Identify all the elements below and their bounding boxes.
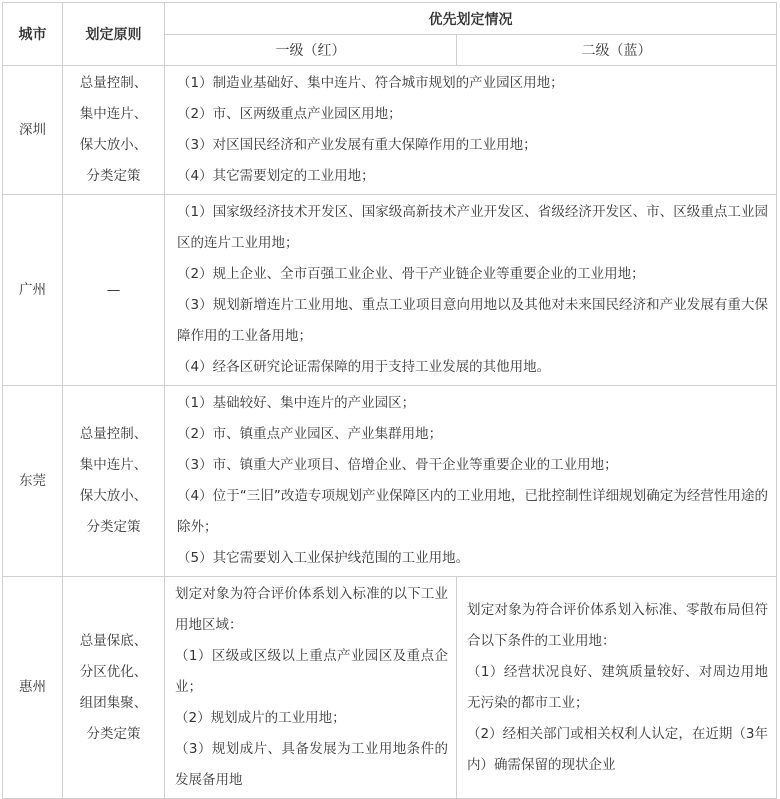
- list-item: （2）市、镇重点产业园区、产业集群用地；: [177, 426, 443, 442]
- city-cell: 东莞: [3, 386, 63, 577]
- list-item: 划定对象为符合评价体系划入标准、零散布局但符合以下条件的工业用地：: [467, 601, 768, 649]
- priority-cell: [165, 66, 777, 195]
- policy-table: [2, 2, 777, 799]
- rule-line: 集中连片、: [79, 106, 148, 122]
- list-item: （4）经各区研究论证需保障的用于支持工业发展的其他用地。: [177, 359, 551, 375]
- list-item: （1）基础较好、集中连片的产业园区；: [177, 395, 416, 411]
- rule-line: 分类定策: [86, 725, 141, 742]
- list-item: （4）位于“三旧”改造专项规划产业保障区内的工业用地，已批控制性详细规划确定为经营性用途的除外；: [177, 488, 768, 535]
- table-row: [3, 66, 777, 195]
- list-item: （2）市、区两级重点产业园区用地；: [177, 106, 402, 122]
- list-item: （4）其它需要划定的工业用地；: [177, 168, 375, 184]
- city-cell: 惠州: [3, 577, 63, 799]
- rule-line: 分区优化、: [79, 663, 148, 680]
- list-item: （3）规划成片、具备发展为工业用地条件的发展备用地: [175, 741, 448, 788]
- list-item: （3）市、镇重大产业项目、倍增企业、骨干企业等重要企业的工业用地；: [177, 457, 618, 473]
- header-priority: 优先划定情况: [165, 3, 777, 35]
- list-item: （1）区级或区级以上重点产业园区及重点企业；: [175, 648, 448, 695]
- city-cell: 广州: [3, 195, 63, 386]
- list-item: （1）国家级经济技术开发区、国家级高新技术产业开发区、省级经济开发区、市、区级重点工业园区的连片工业用地；: [177, 204, 768, 251]
- city-cell: 深圳: [3, 66, 63, 195]
- header-rule: 划定原则: [63, 3, 165, 66]
- rule-line: —: [106, 281, 121, 298]
- rule-line: 分类定策: [86, 168, 141, 184]
- rule-cell: [63, 577, 165, 799]
- priority-cell: [165, 195, 777, 386]
- rule-cell: [63, 66, 165, 195]
- rule-line: 保大放小、: [79, 488, 148, 504]
- list-item: （1）制造业基础好、集中连片、符合城市规划的产业园区用地；: [177, 75, 564, 91]
- table-row: [3, 386, 777, 577]
- header-level1: 一级（红）: [165, 35, 457, 66]
- list-item: （2）经相关部门或相关权利人认定，在近期（3年内）确需保留的现状企业: [467, 725, 768, 773]
- rule-line: 保大放小、: [79, 137, 148, 153]
- level2-cell: [457, 577, 777, 799]
- list-item: 划定对象为符合评价体系划入标准的以下工业用地区域：: [175, 586, 448, 633]
- priority-cell: [165, 386, 777, 577]
- rule-line: 总量保底、: [79, 632, 148, 649]
- list-item: （5）其它需要划入工业保护线范围的工业用地。: [177, 550, 470, 566]
- table-row: [3, 577, 777, 799]
- list-item: （2）规上企业、全市百强工业企业、骨干产业链企业等重要企业的工业用地；: [177, 266, 645, 282]
- list-item: （2）规划成片的工业用地；: [175, 710, 346, 726]
- rule-line: 集中连片、: [79, 457, 148, 473]
- rule-line: 组团集聚、: [79, 694, 148, 711]
- list-item: （1）经营状况良好、建筑质量较好、对周边用地无污染的都市工业；: [467, 663, 768, 711]
- table-row: [3, 195, 777, 386]
- rule-line: 总量控制、: [79, 426, 148, 442]
- level1-cell: [165, 577, 457, 799]
- rule-line: 总量控制、: [79, 75, 148, 91]
- rule-cell: [63, 386, 165, 577]
- header-level2: 二级（蓝）: [457, 35, 777, 66]
- rule-cell: [63, 195, 165, 386]
- rule-line: 分类定策: [86, 519, 141, 535]
- list-item: （3）规划新增连片工业用地、重点工业项目意向用地以及其他对未来国民经济和产业发展有重大保障作用的工业备用地；: [177, 297, 768, 344]
- list-item: （3）对区国民经济和产业发展有重大保障作用的工业用地；: [177, 137, 537, 153]
- header-city: 城市: [3, 3, 63, 66]
